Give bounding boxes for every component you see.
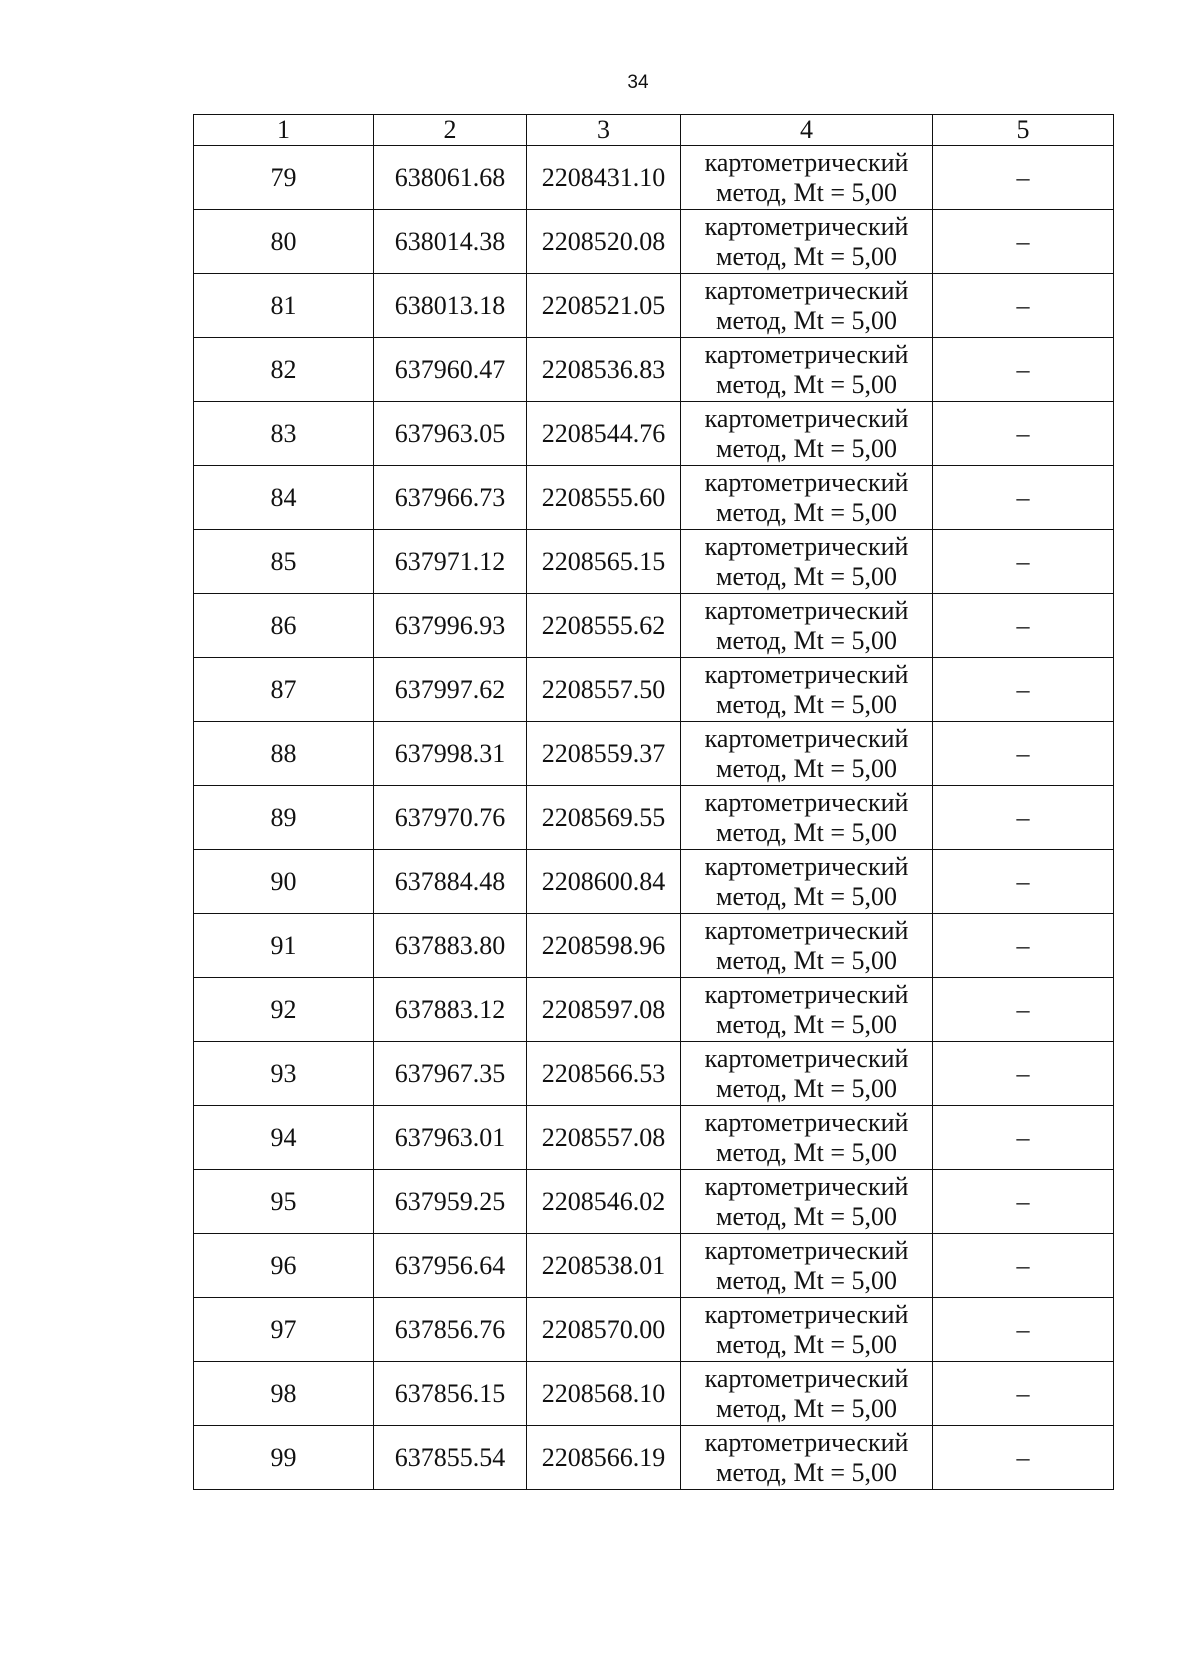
method-line-1: картометрический — [704, 659, 909, 689]
table-row — [194, 466, 1114, 530]
point-number-cell: 87 — [194, 658, 374, 722]
column-5-cell: – — [933, 1426, 1114, 1490]
table-row — [194, 1426, 1114, 1490]
point-number-cell: 86 — [194, 594, 374, 658]
column-5-cell: – — [933, 1362, 1114, 1426]
method-cell — [681, 914, 933, 978]
method-line-1: картометрический — [704, 723, 909, 753]
column-5-cell: – — [933, 338, 1114, 402]
x-coordinate-cell: 637883.12 — [374, 978, 527, 1042]
x-coordinate-cell: 637996.93 — [374, 594, 527, 658]
method-line-1: картометрический — [704, 403, 909, 433]
column-5-cell: – — [933, 466, 1114, 530]
y-coordinate-cell: 2208566.19 — [527, 1426, 681, 1490]
point-number-cell: 85 — [194, 530, 374, 594]
column-5-cell: – — [933, 1042, 1114, 1106]
method-line-1: картометрический — [704, 1107, 909, 1137]
table-row — [194, 1170, 1114, 1234]
method-cell — [681, 1362, 933, 1426]
y-coordinate-cell: 2208557.08 — [527, 1106, 681, 1170]
method-cell — [681, 594, 933, 658]
method-line-2: метод, Mt = 5,00 — [716, 625, 897, 655]
y-coordinate-cell: 2208570.00 — [527, 1298, 681, 1362]
y-coordinate-cell: 2208544.76 — [527, 402, 681, 466]
method-line-2: метод, Mt = 5,00 — [716, 497, 897, 527]
column-5-cell: – — [933, 1298, 1114, 1362]
method-line-2: метод, Mt = 5,00 — [716, 369, 897, 399]
method-cell — [681, 1298, 933, 1362]
method-cell — [681, 1042, 933, 1106]
method-line-2: метод, Mt = 5,00 — [716, 1137, 897, 1167]
point-number-cell: 95 — [194, 1170, 374, 1234]
method-cell — [681, 1234, 933, 1298]
method-cell — [681, 1106, 933, 1170]
table-row — [194, 658, 1114, 722]
x-coordinate-cell: 637856.76 — [374, 1298, 527, 1362]
x-coordinate-cell: 637997.62 — [374, 658, 527, 722]
x-coordinate-cell: 637971.12 — [374, 530, 527, 594]
method-cell — [681, 210, 933, 274]
table-row — [194, 338, 1114, 402]
method-cell — [681, 978, 933, 1042]
method-line-2: метод, Mt = 5,00 — [716, 1201, 897, 1231]
x-coordinate-cell: 637970.76 — [374, 786, 527, 850]
table-row — [194, 1042, 1114, 1106]
method-line-2: метод, Mt = 5,00 — [716, 305, 897, 335]
method-cell — [681, 786, 933, 850]
column-5-cell: – — [933, 530, 1114, 594]
y-coordinate-cell: 2208565.15 — [527, 530, 681, 594]
column-5-cell: – — [933, 722, 1114, 786]
method-line-2: метод, Mt = 5,00 — [716, 241, 897, 271]
x-coordinate-cell: 637966.73 — [374, 466, 527, 530]
x-coordinate-cell: 637967.35 — [374, 1042, 527, 1106]
method-cell — [681, 466, 933, 530]
column-5-cell: – — [933, 1170, 1114, 1234]
header-row — [194, 115, 1114, 146]
method-line-1: картометрический — [704, 1043, 909, 1073]
point-number-cell: 96 — [194, 1234, 374, 1298]
method-line-1: картометрический — [704, 1427, 909, 1457]
method-cell — [681, 530, 933, 594]
x-coordinate-cell: 637963.05 — [374, 402, 527, 466]
point-number-cell: 84 — [194, 466, 374, 530]
column-5-cell: – — [933, 850, 1114, 914]
column-5-cell: – — [933, 210, 1114, 274]
y-coordinate-cell: 2208566.53 — [527, 1042, 681, 1106]
y-coordinate-cell: 2208520.08 — [527, 210, 681, 274]
y-coordinate-cell: 2208557.50 — [527, 658, 681, 722]
column-5-cell: – — [933, 1234, 1114, 1298]
table-row — [194, 1234, 1114, 1298]
y-coordinate-cell: 2208600.84 — [527, 850, 681, 914]
header-col-4: 4 — [681, 115, 933, 146]
y-coordinate-cell: 2208598.96 — [527, 914, 681, 978]
method-line-1: картометрический — [704, 275, 909, 305]
point-number-cell: 79 — [194, 146, 374, 210]
method-line-2: метод, Mt = 5,00 — [716, 881, 897, 911]
method-line-1: картометрический — [704, 979, 909, 1009]
point-number-cell: 83 — [194, 402, 374, 466]
point-number-cell: 88 — [194, 722, 374, 786]
method-cell — [681, 850, 933, 914]
y-coordinate-cell: 2208568.10 — [527, 1362, 681, 1426]
table-row — [194, 146, 1114, 210]
table-body — [194, 146, 1114, 1490]
point-number-cell: 80 — [194, 210, 374, 274]
method-line-1: картометрический — [704, 467, 909, 497]
x-coordinate-cell: 637959.25 — [374, 1170, 527, 1234]
y-coordinate-cell: 2208555.60 — [527, 466, 681, 530]
method-cell — [681, 658, 933, 722]
method-line-2: метод, Mt = 5,00 — [716, 1265, 897, 1295]
method-cell — [681, 1170, 933, 1234]
table-row — [194, 594, 1114, 658]
method-cell — [681, 338, 933, 402]
method-line-1: картометрический — [704, 851, 909, 881]
x-coordinate-cell: 637883.80 — [374, 914, 527, 978]
x-coordinate-cell: 637884.48 — [374, 850, 527, 914]
method-cell — [681, 722, 933, 786]
point-number-cell: 90 — [194, 850, 374, 914]
method-line-1: картометрический — [704, 1363, 909, 1393]
point-number-cell: 93 — [194, 1042, 374, 1106]
y-coordinate-cell: 2208597.08 — [527, 978, 681, 1042]
method-cell — [681, 146, 933, 210]
x-coordinate-cell: 637998.31 — [374, 722, 527, 786]
method-cell — [681, 402, 933, 466]
method-line-2: метод, Mt = 5,00 — [716, 1329, 897, 1359]
column-5-cell: – — [933, 146, 1114, 210]
table-row — [194, 786, 1114, 850]
table-row — [194, 1106, 1114, 1170]
x-coordinate-cell: 638061.68 — [374, 146, 527, 210]
method-line-2: метод, Mt = 5,00 — [716, 1009, 897, 1039]
table-row — [194, 914, 1114, 978]
y-coordinate-cell: 2208559.37 — [527, 722, 681, 786]
method-line-2: метод, Mt = 5,00 — [716, 945, 897, 975]
x-coordinate-cell: 637963.01 — [374, 1106, 527, 1170]
table-row — [194, 1298, 1114, 1362]
table-row — [194, 850, 1114, 914]
x-coordinate-cell: 637856.15 — [374, 1362, 527, 1426]
table-row — [194, 274, 1114, 338]
y-coordinate-cell: 2208555.62 — [527, 594, 681, 658]
method-line-1: картометрический — [704, 915, 909, 945]
column-5-cell: – — [933, 402, 1114, 466]
method-line-2: метод, Mt = 5,00 — [716, 433, 897, 463]
method-line-2: метод, Mt = 5,00 — [716, 1393, 897, 1423]
column-5-cell: – — [933, 786, 1114, 850]
point-number-cell: 82 — [194, 338, 374, 402]
method-line-1: картометрический — [704, 1235, 909, 1265]
method-line-1: картометрический — [704, 595, 909, 625]
method-cell — [681, 274, 933, 338]
x-coordinate-cell: 637855.54 — [374, 1426, 527, 1490]
y-coordinate-cell: 2208536.83 — [527, 338, 681, 402]
header-col-2: 2 — [374, 115, 527, 146]
method-line-1: картометрический — [704, 531, 909, 561]
header-col-1: 1 — [194, 115, 374, 146]
point-number-cell: 94 — [194, 1106, 374, 1170]
point-number-cell: 97 — [194, 1298, 374, 1362]
table-row — [194, 978, 1114, 1042]
table-row — [194, 210, 1114, 274]
method-line-2: метод, Mt = 5,00 — [716, 177, 897, 207]
point-number-cell: 81 — [194, 274, 374, 338]
method-line-2: метод, Mt = 5,00 — [716, 1457, 897, 1487]
point-number-cell: 89 — [194, 786, 374, 850]
column-5-cell: – — [933, 914, 1114, 978]
column-5-cell: – — [933, 1106, 1114, 1170]
table-row — [194, 1362, 1114, 1426]
table-row — [194, 722, 1114, 786]
method-line-1: картометрический — [704, 1299, 909, 1329]
method-line-2: метод, Mt = 5,00 — [716, 689, 897, 719]
y-coordinate-cell: 2208521.05 — [527, 274, 681, 338]
table-header — [194, 115, 1114, 146]
method-line-1: картометрический — [704, 787, 909, 817]
header-col-3: 3 — [527, 115, 681, 146]
x-coordinate-cell: 638013.18 — [374, 274, 527, 338]
y-coordinate-cell: 2208569.55 — [527, 786, 681, 850]
point-number-cell: 91 — [194, 914, 374, 978]
method-line-1: картометрический — [704, 211, 909, 241]
x-coordinate-cell: 638014.38 — [374, 210, 527, 274]
table-row — [194, 402, 1114, 466]
table-row — [194, 530, 1114, 594]
y-coordinate-cell: 2208546.02 — [527, 1170, 681, 1234]
y-coordinate-cell: 2208431.10 — [527, 146, 681, 210]
column-5-cell: – — [933, 978, 1114, 1042]
method-cell — [681, 1426, 933, 1490]
column-5-cell: – — [933, 658, 1114, 722]
page-number: 34 — [627, 72, 649, 93]
x-coordinate-cell: 637960.47 — [374, 338, 527, 402]
method-line-2: метод, Mt = 5,00 — [716, 817, 897, 847]
column-5-cell: – — [933, 594, 1114, 658]
point-number-cell: 92 — [194, 978, 374, 1042]
method-line-2: метод, Mt = 5,00 — [716, 1073, 897, 1103]
x-coordinate-cell: 637956.64 — [374, 1234, 527, 1298]
y-coordinate-cell: 2208538.01 — [527, 1234, 681, 1298]
point-number-cell: 98 — [194, 1362, 374, 1426]
method-line-1: картометрический — [704, 339, 909, 369]
method-line-1: картометрический — [704, 147, 909, 177]
method-line-1: картометрический — [704, 1171, 909, 1201]
point-number-cell: 99 — [194, 1426, 374, 1490]
column-5-cell: – — [933, 274, 1114, 338]
header-col-5: 5 — [933, 115, 1114, 146]
method-line-2: метод, Mt = 5,00 — [716, 561, 897, 591]
method-line-2: метод, Mt = 5,00 — [716, 753, 897, 783]
coordinates-table — [193, 114, 1114, 1490]
